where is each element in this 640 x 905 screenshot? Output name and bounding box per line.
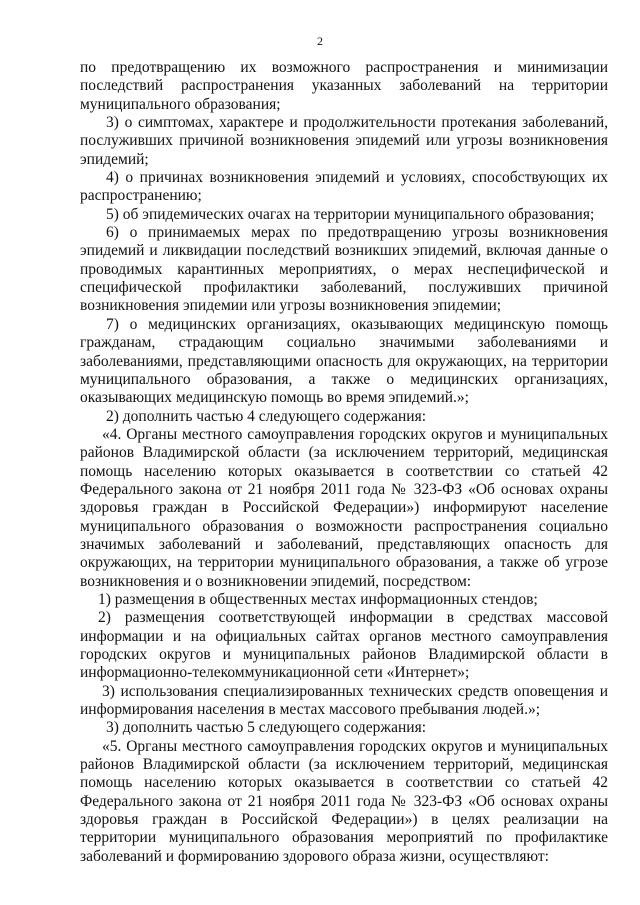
list-item-4: 4) о причинах возникновения эпидемий и условиях, способствующих их распространению; [80,169,608,205]
list-item-6: 6) о принимаемых мерах по предотвращению угрозы возникновения эпидемий и ликвидации последствий возникших эпидемий, включая данные о проводимых карантинных мероприятиях, о мерах неспецифической и специфической профилактики заболеваний, послуживших причиной возникновения эпидемии или угрозы возникновения эпидемии; [80,224,608,315]
paragraph-continuation: по предотвращению их возможного распространения и минимизации последствий распространения указанных заболеваний на территории муниципального образования; [80,59,608,113]
part-4-item-3: 3) использования специализированных технических средств оповещения и информирования населения в местах массового пребывания людей.»; [80,682,608,719]
document-body [80,59,608,866]
page-number: 2 [317,34,323,48]
amendment-3-heading: 3) дополнить частью 5 следующего содержания: [106,719,427,737]
part-4-item-1: 1) размещения в общественных местах информационных стендов; [98,590,538,608]
list-item-7: 7) о медицинских организациях, оказывающих медицинскую помощь гражданам, страдающим социально значимыми заболеваниями и заболеваниями, представляющими опасность для окружающих, на территории муниципального образования, а также о медицинских организациях, оказывающих медицинскую помощь во время эпидемий.»; [80,315,608,407]
part-5-text: «5. Органы местного самоуправления городских округов и муниципальных районов Владимирской области (за исключением территорий, медицинская помощь населению которых оказывается в соответствии со статьей 42 Федерального закона от 21 ноября 2011 года № 323-ФЗ «Об основах охраны здоровья граждан в Российской Федерации») в целях реализации на территории муниципального образования мероприятий по профилактике заболеваний и формированию здорового образа жизни, осуществляют: [80,737,608,865]
list-item-3: 3) о симптомах, характере и продолжительности протекания заболеваний, послуживших причиной возникновения эпидемий или угрозы возникновения эпидемий; [80,114,608,168]
amendment-2-heading: 2) дополнить частью 4 следующего содержания: [106,407,427,425]
part-4-item-2: 2) размещения соответствующей информации в средствах массовой информации и на официальных сайтах органов местного самоуправления городских округов и муниципальных районов Владимирской области в информационно-телекоммуникационной сети «Интернет»; [80,609,608,682]
part-4-text: «4. Органы местного самоуправления городских округов и муниципальных районов Владимирской области (за исключением территорий, медицинская помощь населению которых оказывается в соответствии со статьей 42 Федерального закона от 21 ноября 2011 года № 323-ФЗ «Об основах охраны здоровья граждан в Российской Федерации») информируют население муниципального образования о возможности распространения социально значимых заболеваний и заболеваний, представляющих опасность для окружающих, на территории муниципального образования, а также об угрозе возникновения и о возникновении эпидемий, посредством: [80,425,608,590]
list-item-5: 5) об эпидемических очагах на территории муниципального образования; [106,205,595,223]
